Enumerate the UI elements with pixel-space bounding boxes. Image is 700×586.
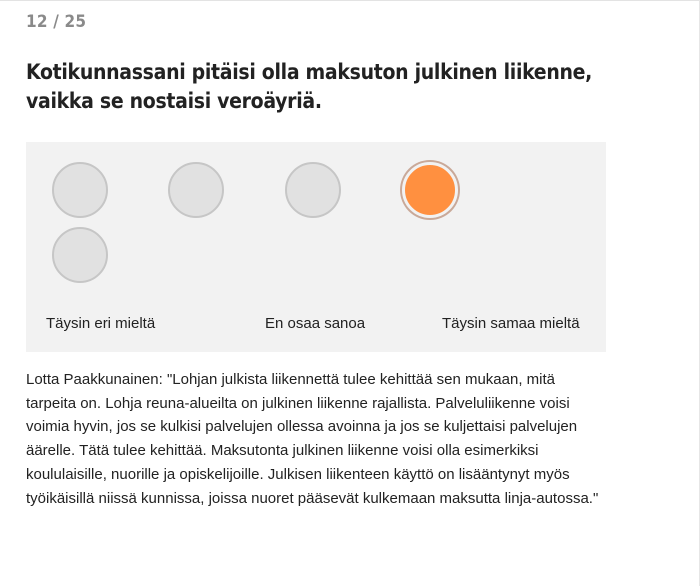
answer-option-2[interactable] <box>168 162 224 218</box>
scale-label-agree: Täysin samaa mieltä <box>442 315 580 332</box>
top-divider <box>0 0 700 5</box>
answer-option-3[interactable] <box>285 162 341 218</box>
scale-label-disagree: Täysin eri mieltä <box>46 315 156 332</box>
answer-option-1[interactable] <box>52 162 108 218</box>
question-counter: 12 / 25 <box>26 12 87 32</box>
answer-option-5[interactable] <box>52 227 108 283</box>
question-text: Kotikunnassani pitäisi olla maksuton julkinen liikenne, vaikka se nostaisi veroäyriä. <box>26 60 593 113</box>
candidate-commentary: Lotta Paakkunainen: "Lohjan julkista liikennettä tulee kehittää sen mukaan, mitä tarpeita on. Lohja reuna-alueilta on julkinen liikenne rajallista. Palveluliikenne voisi voimia hyvin, jos se kulkisi palvelujen ollessa avoinna ja jos se kuljettaisi palvelujen äärelle. Tätä tulee kehittää. Maksutonta julkinen liikenne voisi olla esimerkiksi koululaisille, nuorille ja opiskelijoille. Julkisen liikenteen käyttö on lisääntynyt myös työikäisillä niissä kunnissa, joissa nuoret pääsevät kulkemaan maksutta linja-autossa." <box>26 371 599 507</box>
answer-option-4[interactable] <box>402 162 458 218</box>
scale-label-neutral: En osaa sanoa <box>265 315 366 332</box>
answer-scale-panel <box>26 142 606 352</box>
